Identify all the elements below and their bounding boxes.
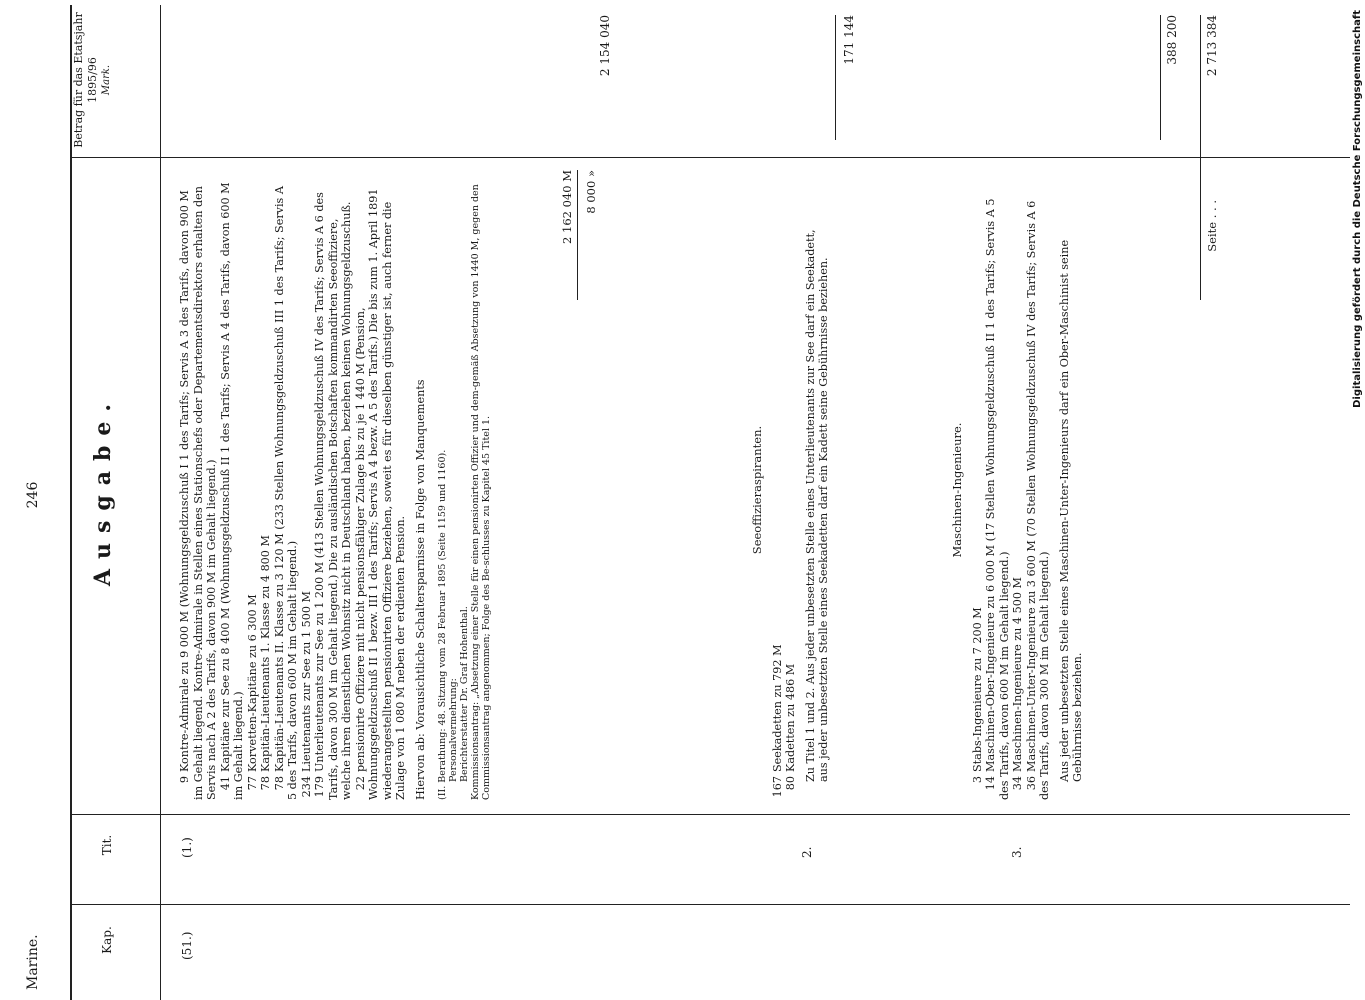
entry-row: 34Maschinen-Ingenieure zu 4 500 M (1011, 577, 1024, 791)
section-2-rule (835, 15, 836, 140)
kap-column-divider (70, 904, 1350, 905)
section-header: Marine. (25, 934, 41, 990)
entry-row: 41Kapitäne zur See zu 8 400 M (Wohnungsgeldzuschuß II 1 des Tarifs; Servis A 4 des Tarifs, davon 600 M im Gehalt liegend.) (218, 182, 245, 800)
page-title: Ausgabe. (90, 393, 116, 587)
entry-row: 3Stabs-Ingenieure zu 7 200 M (970, 607, 984, 784)
section-3-heading: Maschinen-Ingenieure. (950, 422, 964, 558)
section-1-body (178, 180, 492, 800)
page-sum-label: Seite . . . (1205, 200, 1219, 252)
section-3-note: Aus jeder unbesetzten Stelle eines Maschinen-Unter-Ingenieurs darf ein Ober-Maschinist seine Gebührnisse beziehen. (1057, 239, 1084, 782)
digitization-note: Digitalisierung gefördert durch die Deutsche Forschungsgemeinschaft (1352, 10, 1363, 408)
entry-row: 22pensionirte Offiziere mit nicht pensionsfähiger Zulage bis zu je 1 440 M (Pension, Wohnungsgeldzuschuß II 1 bezw. III 1 des Tarifs; Servis A 4 bezw. A 5 des Tarifs.) Die bis zum 1. April 1891 wiederangestellten pensionirten Offiziere beziehen, soweit es für dieselben günstiger ist, auch ferner die Zulage von 1 080 M neben der erdienten Pension. (353, 188, 407, 800)
entry-row: 179Unterlieutenants zur See zu 1 200 M (413 Stellen Wohnungsgeldzuschuß IV des Tarifs; Servis A 6 des Tarifs, davon 300 M im Gehalt liegend.) Die zu ausländischen Botschaften kommandirten Seeoffiziere, welche ihren dienstlichen Wohnsitz nicht in Deutschland haben, beziehen keinen Wohnungsgeldzuschuß. (313, 192, 353, 800)
tit-column-header: Tit. (100, 834, 114, 856)
subtotal-minus: 8 000 » (584, 170, 598, 214)
entry-row: 9Kontre-Admirale zu 9 000 M (Wohnungsgeldzuschuß I 1 des Tarifs; Servis A 3 des Tarifs, davon 900 M im Gehalt liegend. Kontre-Admirale in Stellen eines Stationschefs oder Departementsdirektors erhalten den Servis nach A 2 des Tarifs, davon 900 M im Gehalt liegend.) (178, 185, 218, 800)
tit-column-divider (70, 814, 1350, 815)
entry-row: 78Kapitän-Lieutenants 1. Klasse zu 4 800 M (259, 535, 272, 791)
unit-label: Mark. (101, 64, 112, 96)
section-2-body (745, 180, 831, 800)
page-sum-rule (1200, 15, 1201, 300)
page-sum-value: 2 713 384 (1205, 15, 1219, 77)
section-3-rule (1160, 15, 1161, 140)
subtotal-rule (577, 170, 578, 300)
section-2-total: 171 144 (842, 15, 856, 65)
entry-row: 167Seekadetten zu 792 M (770, 644, 784, 798)
entry-row: 78Kapitän-Lieutenants II. Klasse zu 3 120 M (233 Stellen Wohnungsgeldzuschuß III 1 des Tarifs; Servis A 5 des Tarifs, davon 600 M im Gehalt liegend.) (272, 186, 299, 800)
betrag-label: Betrag für das Etatsjahr 1895/96 (72, 12, 99, 148)
titel-2-number: 2. (800, 846, 814, 858)
deliberation-note: (II. Berathung: 48. Sitzung vom 28 Februar 1895 (Seite 1159 und 1160). Personalvermehrung: Berichterstatter Dr. Graf Hohenthal. Kommissionsantrag: „Absetzung einer Stelle für einen pensionirten Offizier und dem-gemäß Absetzung von 1440 M, gegen den Commissionsantrag angenommen; Folge des Be-schlusses zu Kapitel 45 Titel 1. (437, 184, 492, 800)
titel-3-number: 3. (1010, 846, 1024, 858)
entry-row: 234Lieutenants zur See zu 1 500 M (299, 591, 313, 798)
kapitel-number: (51.) (180, 931, 194, 960)
section-3-total: 388 200 (1165, 15, 1179, 65)
betrag-column-divider (70, 157, 1350, 158)
titel-1-number: (1.) (180, 837, 194, 858)
kap-column-header: Kap. (100, 926, 114, 954)
header-rule (160, 5, 161, 1000)
betrag-column-header (72, 5, 114, 155)
section-2-heading: Seeoffizieraspiranten. (750, 425, 764, 555)
section-1-total: 2 154 040 (598, 15, 612, 77)
subtotal-label: Hiervon ab: Vorausichtliche Schaltersparnisse in Folge von Manquements (413, 379, 427, 800)
subtotal-gross: 2 162 040 M (560, 170, 574, 244)
entry-row: 80Kadetten zu 486 M (784, 663, 797, 791)
entry-row: 36Maschinen-Unter-Ingenieure zu 3 600 M (70 Stellen Wohnungsgeldzuschuß IV des Tarifs; Servis A 6 des Tarifs, davon 300 M im Gehalt liegend.) (1024, 200, 1051, 800)
page-number: 246 (25, 481, 41, 509)
section-3-body (945, 180, 1085, 800)
entry-row: 14Maschinen-Ober-Ingenieure zu 6 000 M (17 Stellen Wohnungsgeldzuschuß II 1 des Tarifs; Servis A 5 des Tarifs, davon 600 M im Gehalt liegend.) (984, 198, 1011, 800)
entry-row: 77Korvetten-Kapitäne zu 6 300 M (245, 594, 259, 791)
section-2-note: Zu Titel 1 und 2. Aus jeder unbesetzten Stelle eines Unterlieutenants zur See darf ein Seekadett, aus jeder unbesetzten Stelle eines Seekadetten darf ein Kadett seine Gebührnisse beziehen. (803, 229, 830, 782)
